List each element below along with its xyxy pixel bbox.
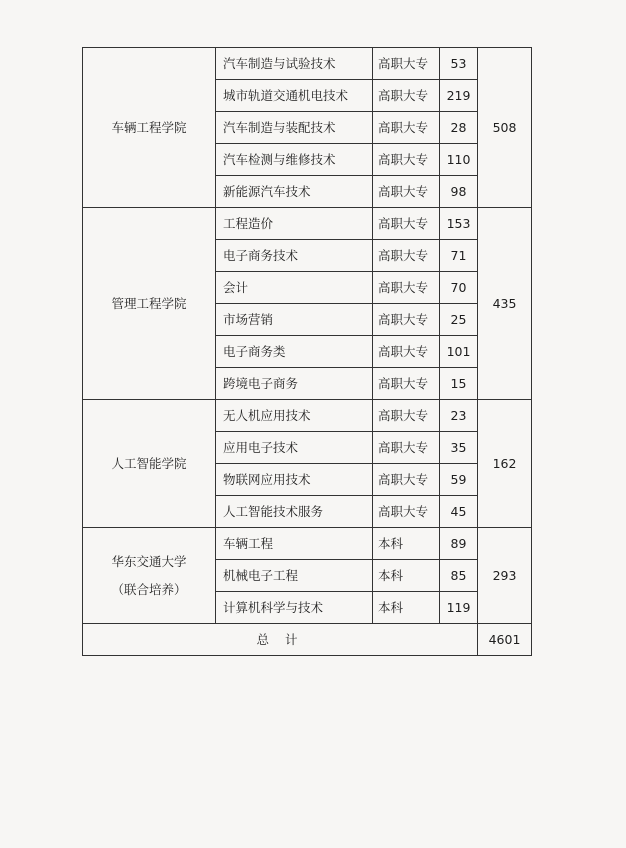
level-cell: 高职大专 [373, 272, 440, 304]
major-cell: 无人机应用技术 [216, 400, 373, 432]
table-row [83, 400, 532, 432]
level-cell: 高职大专 [373, 464, 440, 496]
college-name: 华东交通大学 [111, 554, 187, 569]
count-cell: 28 [440, 112, 478, 144]
table-row [83, 48, 532, 80]
count-cell: 70 [440, 272, 478, 304]
subtotal-cell: 435 [478, 208, 532, 400]
total-row [83, 624, 532, 656]
level-cell: 高职大专 [373, 336, 440, 368]
major-cell: 会计 [216, 272, 373, 304]
major-cell: 机械电子工程 [216, 560, 373, 592]
count-cell: 71 [440, 240, 478, 272]
enrollment-table-body [83, 48, 532, 656]
level-cell: 本科 [373, 560, 440, 592]
major-cell: 计算机科学与技术 [216, 592, 373, 624]
level-cell: 本科 [373, 592, 440, 624]
college-name: （联合培养） [111, 582, 187, 597]
college-cell [83, 400, 216, 528]
major-cell: 工程造价 [216, 208, 373, 240]
level-cell: 高职大专 [373, 368, 440, 400]
count-cell: 85 [440, 560, 478, 592]
subtotal-cell: 508 [478, 48, 532, 208]
level-cell: 高职大专 [373, 176, 440, 208]
level-cell: 高职大专 [373, 304, 440, 336]
major-cell: 城市轨道交通机电技术 [216, 80, 373, 112]
count-cell: 219 [440, 80, 478, 112]
count-cell: 101 [440, 336, 478, 368]
count-cell: 15 [440, 368, 478, 400]
major-cell: 跨境电子商务 [216, 368, 373, 400]
count-cell: 59 [440, 464, 478, 496]
major-cell: 人工智能技术服务 [216, 496, 373, 528]
subtotal-cell: 293 [478, 528, 532, 624]
college-cell [83, 48, 216, 208]
level-cell: 高职大专 [373, 496, 440, 528]
level-cell: 本科 [373, 528, 440, 560]
level-cell: 高职大专 [373, 48, 440, 80]
count-cell: 153 [440, 208, 478, 240]
level-cell: 高职大专 [373, 240, 440, 272]
college-cell [83, 208, 216, 400]
major-cell: 汽车制造与试验技术 [216, 48, 373, 80]
college-name: 管理工程学院 [111, 296, 187, 311]
major-cell: 电子商务类 [216, 336, 373, 368]
major-cell: 汽车制造与装配技术 [216, 112, 373, 144]
count-cell: 45 [440, 496, 478, 528]
level-cell: 高职大专 [373, 400, 440, 432]
level-cell: 高职大专 [373, 112, 440, 144]
table-row [83, 208, 532, 240]
count-cell: 110 [440, 144, 478, 176]
count-cell: 98 [440, 176, 478, 208]
count-cell: 23 [440, 400, 478, 432]
enrollment-table [82, 47, 532, 656]
major-cell: 新能源汽车技术 [216, 176, 373, 208]
college-name: 人工智能学院 [111, 456, 187, 471]
count-cell: 119 [440, 592, 478, 624]
count-cell: 89 [440, 528, 478, 560]
total-label: 总 计 [83, 624, 478, 656]
level-cell: 高职大专 [373, 208, 440, 240]
major-cell: 市场营销 [216, 304, 373, 336]
college-cell [83, 528, 216, 624]
major-cell: 电子商务技术 [216, 240, 373, 272]
level-cell: 高职大专 [373, 432, 440, 464]
level-cell: 高职大专 [373, 80, 440, 112]
count-cell: 25 [440, 304, 478, 336]
table-row [83, 528, 532, 560]
count-cell: 53 [440, 48, 478, 80]
level-cell: 高职大专 [373, 144, 440, 176]
major-cell: 汽车检测与维修技术 [216, 144, 373, 176]
major-cell: 物联网应用技术 [216, 464, 373, 496]
subtotal-cell: 162 [478, 400, 532, 528]
major-cell: 车辆工程 [216, 528, 373, 560]
major-cell: 应用电子技术 [216, 432, 373, 464]
college-name: 车辆工程学院 [111, 120, 187, 135]
total-value: 4601 [478, 624, 532, 656]
count-cell: 35 [440, 432, 478, 464]
